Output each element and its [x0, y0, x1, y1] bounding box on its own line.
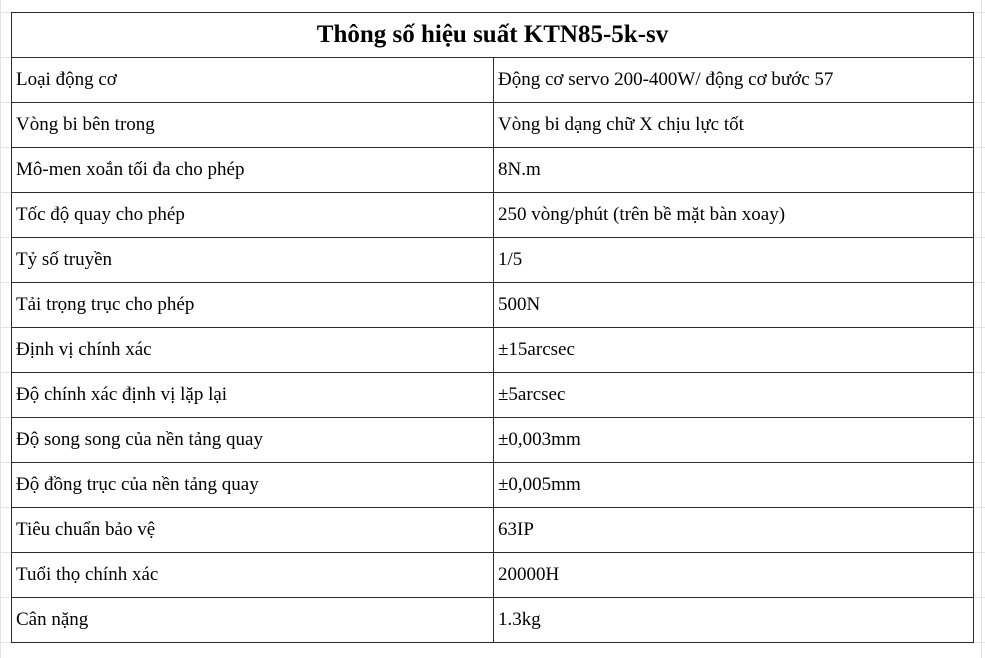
table-title[interactable]: Thông số hiệu suất KTN85-5k-sv [12, 13, 974, 58]
table-row [12, 508, 974, 553]
row-value[interactable]: 8N.m [494, 148, 974, 193]
row-value[interactable]: 500N [494, 283, 974, 328]
row-value[interactable]: 1.3kg [494, 598, 974, 643]
row-label[interactable]: Tỷ số truyền [12, 238, 494, 283]
row-label[interactable]: Tiêu chuẩn bảo vệ [12, 508, 494, 553]
table-row [12, 283, 974, 328]
row-value[interactable]: ±5arcsec [494, 373, 974, 418]
row-value[interactable]: Vòng bi dạng chữ X chịu lực tốt [494, 103, 974, 148]
row-label[interactable]: Cân nặng [12, 598, 494, 643]
row-label[interactable]: Loại động cơ [12, 58, 494, 103]
row-value[interactable]: ±0,003mm [494, 418, 974, 463]
spec-table [11, 12, 974, 643]
row-value[interactable]: 250 vòng/phút (trên bề mặt bàn xoay) [494, 193, 974, 238]
row-value[interactable]: ±0,005mm [494, 463, 974, 508]
table-row [12, 328, 974, 373]
row-label[interactable]: Định vị chính xác [12, 328, 494, 373]
row-label[interactable]: Tải trọng trục cho phép [12, 283, 494, 328]
table-row [12, 598, 974, 643]
table-row [12, 463, 974, 508]
row-label[interactable]: Độ song song của nền tảng quay [12, 418, 494, 463]
table-row [12, 238, 974, 283]
table-row [12, 193, 974, 238]
table-row [12, 58, 974, 103]
row-label[interactable]: Độ đồng trục của nền tảng quay [12, 463, 494, 508]
grid-line [981, 0, 982, 658]
row-value[interactable]: 1/5 [494, 238, 974, 283]
row-label[interactable]: Mô-men xoắn tối đa cho phép [12, 148, 494, 193]
table-row [12, 103, 974, 148]
row-label[interactable]: Độ chính xác định vị lặp lại [12, 373, 494, 418]
table-row [12, 418, 974, 463]
row-value[interactable]: ±15arcsec [494, 328, 974, 373]
row-value[interactable]: 20000H [494, 553, 974, 598]
row-label[interactable]: Tuổi thọ chính xác [12, 553, 494, 598]
row-value[interactable]: 63IP [494, 508, 974, 553]
table-row [12, 553, 974, 598]
table-row [12, 148, 974, 193]
row-value[interactable]: Động cơ servo 200-400W/ động cơ bước 57 [494, 58, 974, 103]
table-row [12, 373, 974, 418]
table-header-row [12, 13, 974, 58]
row-label[interactable]: Tốc độ quay cho phép [12, 193, 494, 238]
row-label[interactable]: Vòng bi bên trong [12, 103, 494, 148]
